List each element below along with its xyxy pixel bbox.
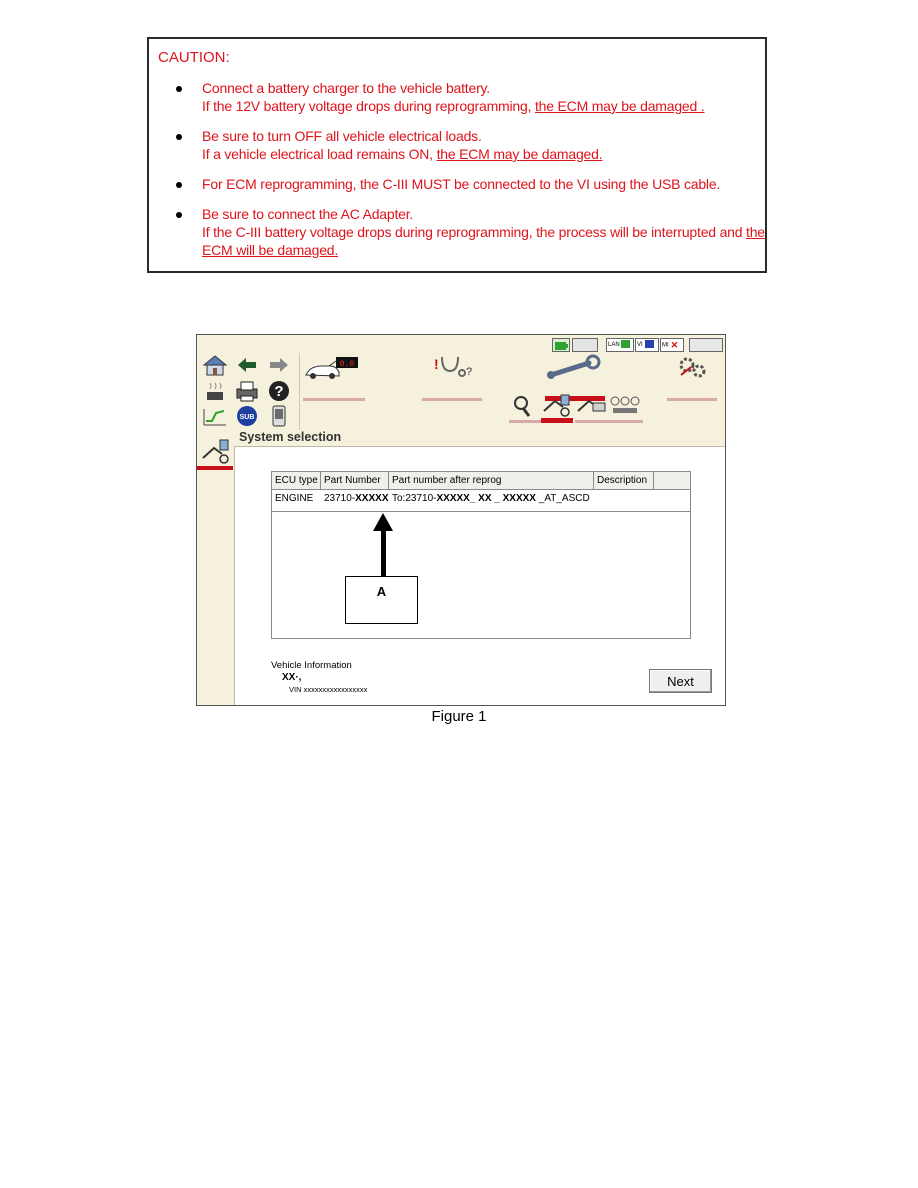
status-slot xyxy=(572,338,598,352)
sidebar-active-indicator xyxy=(197,466,233,470)
vehicle-model: XX·, xyxy=(282,672,302,683)
steam-cup-icon xyxy=(202,380,228,402)
callout-label: A xyxy=(376,584,387,599)
vehicle-vin: VIN xxxxxxxxxxxxxxxxx xyxy=(289,685,368,694)
bullet-icon xyxy=(176,212,182,218)
vehicle-information xyxy=(271,660,367,696)
tab-vehicle-info[interactable] xyxy=(303,353,365,401)
data-monitor-button[interactable] xyxy=(200,404,230,428)
caution-item-2-line2: If a vehicle electrical load remains ON, the ECM may be damaged. xyxy=(202,146,603,162)
forward-arrow-icon xyxy=(268,356,290,374)
vi-device-icon xyxy=(271,405,287,427)
caution-item-2 xyxy=(149,127,765,163)
caution-title: CAUTION: xyxy=(158,49,230,66)
tab-diagnosis[interactable] xyxy=(422,353,482,401)
battery-status-icon xyxy=(552,338,570,352)
print-button[interactable] xyxy=(232,379,262,403)
callout-arrow-shaft xyxy=(381,529,386,577)
caution-item-3-line1: For ECM reprogramming, the C-III MUST be connected to the VI using the USB cable. xyxy=(202,176,721,192)
tab-indicator xyxy=(575,420,607,423)
svg-text:?: ? xyxy=(466,366,473,378)
ecu-program-icon xyxy=(575,393,607,419)
mi-status: MI ✕ xyxy=(660,338,684,352)
tab-indicator xyxy=(303,398,365,401)
svg-text:0.0: 0.0 xyxy=(339,360,355,369)
bullet-icon xyxy=(176,86,182,92)
ecu-table xyxy=(271,471,691,639)
ecu-reprogram-icon xyxy=(200,438,232,466)
caution-list xyxy=(149,79,765,271)
status-slot-right xyxy=(689,338,723,352)
caution-item-3 xyxy=(149,175,765,193)
caution-item-1-line1: Connect a battery charger to the vehicle battery. xyxy=(202,80,490,96)
home-icon xyxy=(202,354,228,376)
tab-indicator-active xyxy=(541,418,573,423)
sidebar xyxy=(197,430,235,705)
subtab-search[interactable] xyxy=(509,393,541,423)
subtab-reprogram[interactable] xyxy=(541,393,573,423)
main-toolbar xyxy=(197,335,725,431)
section-title-bar xyxy=(234,430,725,447)
tab-indicator xyxy=(422,398,482,401)
wrench-icon xyxy=(545,353,605,383)
caution-item-1-line2: If the 12V battery voltage drops during reprogramming, the ECM may be damaged . xyxy=(202,98,705,114)
help-button[interactable] xyxy=(264,379,294,403)
graph-icon xyxy=(202,405,228,427)
svg-text:SUB: SUB xyxy=(239,414,255,421)
vehicle-meter-icon xyxy=(303,353,365,383)
next-button[interactable]: Next xyxy=(649,669,712,693)
column-header-description: Description xyxy=(594,472,654,489)
back-button[interactable] xyxy=(232,353,262,377)
subtab-tools[interactable] xyxy=(607,393,643,423)
vehicle-info-heading: Vehicle Information xyxy=(271,660,352,671)
figure-caption: Figure 1 xyxy=(431,708,487,725)
bullet-icon xyxy=(176,182,182,188)
caution-item-1 xyxy=(149,79,765,115)
caution-item-2-line1: Be sure to turn OFF all vehicle electrical loads. xyxy=(202,128,482,144)
settings-gear-icon xyxy=(667,353,717,383)
column-header-ecu-type: ECU type xyxy=(272,472,321,489)
tab-settings[interactable] xyxy=(667,353,717,401)
sub-mode-button[interactable] xyxy=(232,404,262,428)
toolbar-divider xyxy=(299,353,300,430)
home-button[interactable] xyxy=(200,353,230,377)
lan-status: LAN xyxy=(606,338,634,352)
search-tool-icon xyxy=(509,393,541,419)
svg-text:!: ! xyxy=(434,356,439,372)
caution-item-4-line3: ECM will be damaged. xyxy=(202,242,339,258)
consult-screen xyxy=(196,334,726,706)
tools-icon xyxy=(607,393,643,419)
subtab-programming[interactable] xyxy=(575,393,607,423)
forward-button[interactable] xyxy=(264,353,294,377)
caution-item-4-line2: If the C-III battery voltage drops during reprogramming, the process will be interrupted and the xyxy=(202,224,765,240)
column-header-extra xyxy=(654,472,690,489)
tab-indicator xyxy=(667,398,717,401)
cell-part-after-reprog: To:23710-XXXXX_ XX _ XXXXX _AT_ASCD xyxy=(392,493,590,504)
tab-indicator xyxy=(509,420,541,423)
caution-item-4-line1: Be sure to connect the AC Adapter. xyxy=(202,206,414,222)
column-header-part-number: Part Number xyxy=(321,472,389,489)
screen-capture-button[interactable] xyxy=(200,379,230,403)
back-arrow-icon xyxy=(236,356,258,374)
ecu-reprogram-icon xyxy=(541,393,573,419)
diagnosis-stethoscope-icon xyxy=(422,353,482,383)
tab-indicator xyxy=(607,420,643,423)
printer-icon xyxy=(233,380,261,402)
bullet-icon xyxy=(176,134,182,140)
table-row[interactable] xyxy=(272,489,690,512)
svg-text:?: ? xyxy=(274,383,284,400)
cell-ecu-type: ENGINE xyxy=(275,493,314,504)
cell-part-number: 23710-XXXXX xyxy=(324,493,389,504)
column-header-part-after-reprog: Part number after reprog xyxy=(389,472,594,489)
caution-box xyxy=(147,37,767,273)
page-title: System selection xyxy=(239,430,342,444)
callout-box-a xyxy=(345,576,418,624)
help-icon xyxy=(268,380,290,402)
table-header xyxy=(272,472,690,490)
vi-status: VI xyxy=(635,338,659,352)
caution-item-4 xyxy=(149,205,765,259)
sub-mode-icon xyxy=(236,405,258,427)
vi-device-button[interactable] xyxy=(264,404,294,428)
